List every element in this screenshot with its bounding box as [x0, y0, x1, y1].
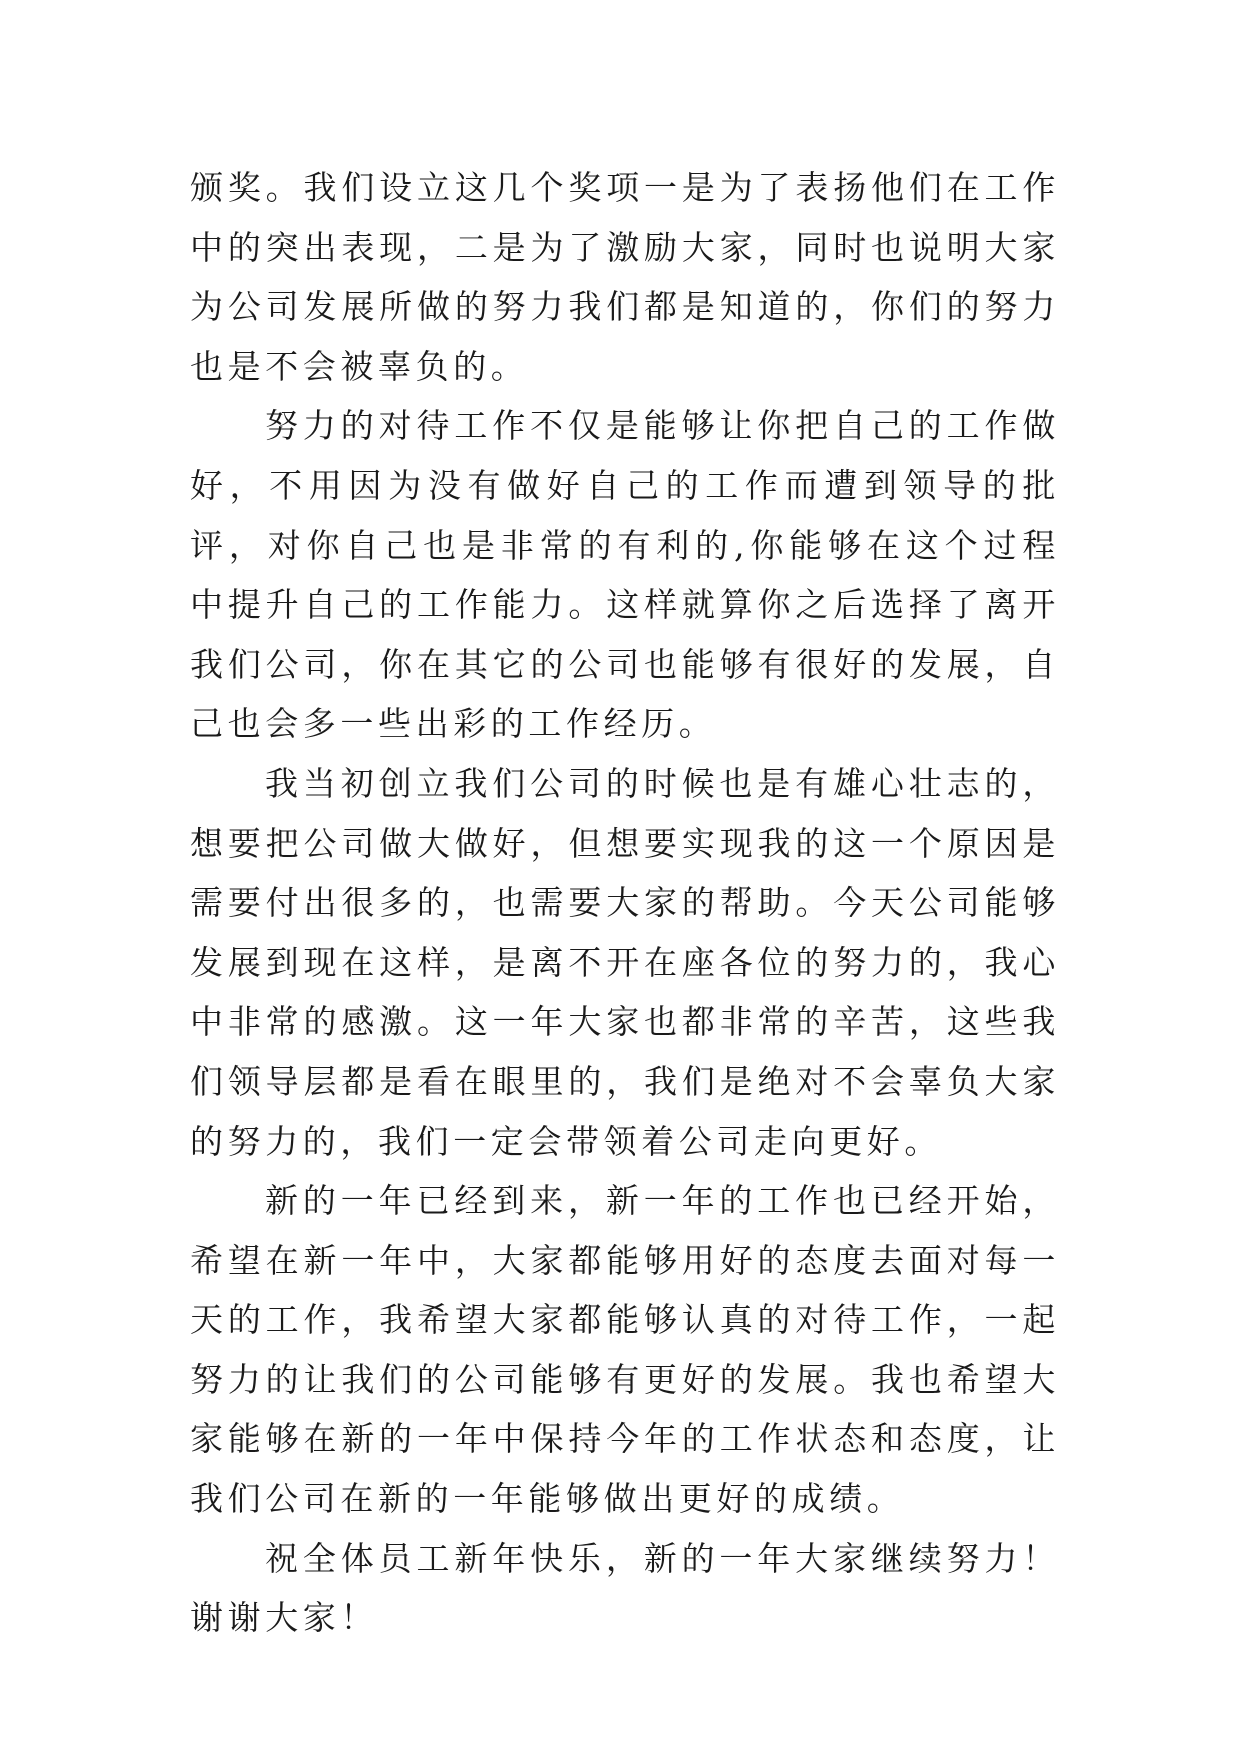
- paragraph-closing-wishes: 祝全体员工新年快乐，新的一年大家继续努力！谢谢大家！: [190, 1538, 1060, 1638]
- document-body: [190, 158, 1060, 1648]
- paragraph-new-year-hopes: 新的一年已经到来，新一年的工作也已经开始，希望在新一年中，大家都能够用好的态度去面对每一天的工作，我希望大家都能够认真的对待工作，一起努力的让我们的公司能够有更好的发展。我也希望大家能够在新的一年中保持今年的工作状态和态度，让我们公司在新的一年能够做出更好的成绩。: [190, 1181, 1060, 1519]
- paragraph-company-founding: 我当初创立我们公司的时候也是有雄心壮志的，想要把公司做大做好，但想要实现我的这一个原因是需要付出很多的，也需要大家的帮助。今天公司能够发展到现在这样，是离不开在座各位的努力的，我心中非常的感激。这一年大家也都非常的辛苦，这些我们领导层都是看在眼里的，我们是绝对不会辜负大家的努力的，我们一定会带领着公司走向更好。: [190, 763, 1060, 1161]
- paragraph-work-attitude: 努力的对待工作不仅是能够让你把自己的工作做好，不用因为没有做好自己的工作而遭到领导的批评，对你自己也是非常的有利的,你能够在这个过程中提升自己的工作能力。这样就算你之后选择了离开我们公司，你在其它的公司也能够有很好的发展，自己也会多一些出彩的工作经历。: [190, 406, 1060, 744]
- paragraph-award-intro: 颁奖。我们设立这几个奖项一是为了表扬他们在工作中的突出表现，二是为了激励大家，同时也说明大家为公司发展所做的努力我们都是知道的，你们的努力也是不会被辜负的。: [190, 168, 1060, 386]
